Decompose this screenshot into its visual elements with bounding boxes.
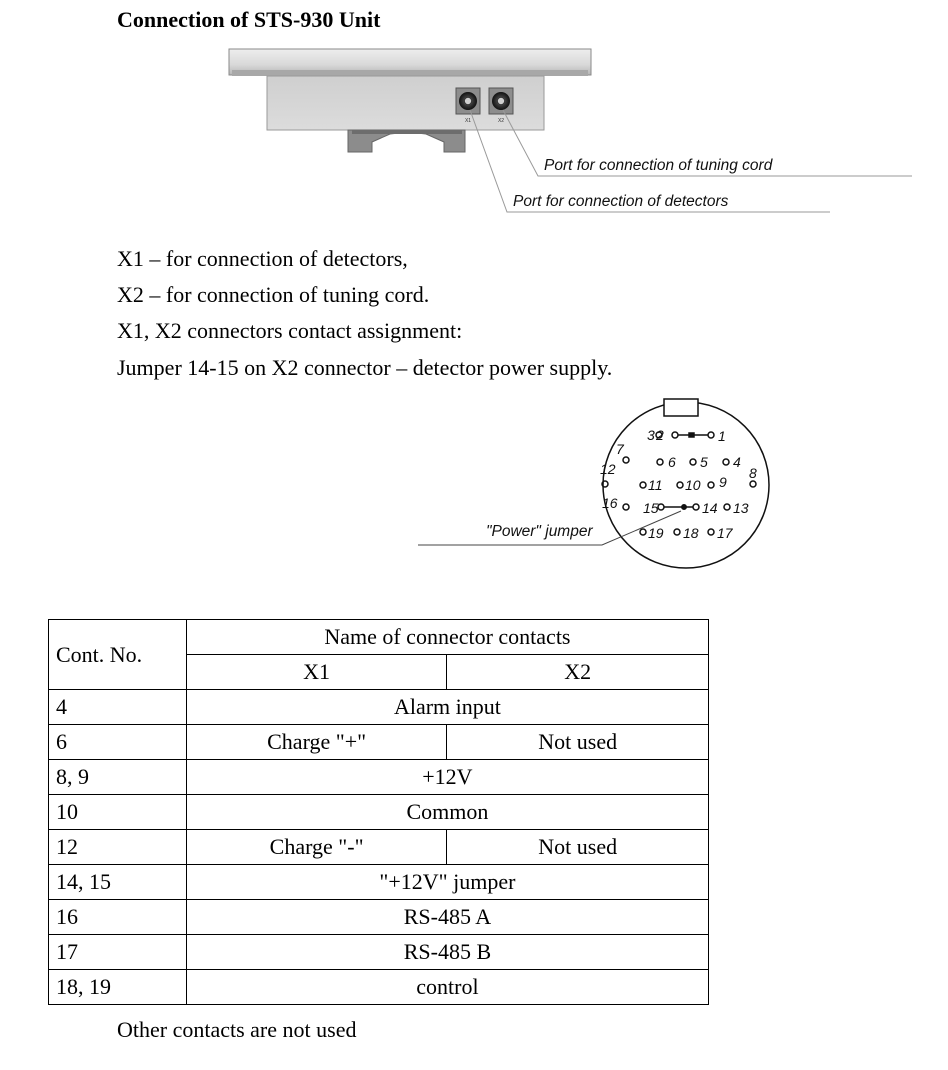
row-contact-name: RS-485 B xyxy=(186,935,708,970)
paragraph-assignment: X1, X2 connectors contact assignment: xyxy=(117,318,463,343)
page-title: Connection of STS-930 Unit xyxy=(117,7,381,32)
paragraph-jumper: Jumper 14-15 on X2 connector – detector power supply. xyxy=(117,355,613,380)
pin-13 xyxy=(724,504,730,510)
tuning-cord-port-callout: Port for connection of tuning cord xyxy=(544,157,773,174)
row-cont-no: 16 xyxy=(49,900,187,935)
power-jumper-callout: "Power" jumper xyxy=(486,523,593,540)
svg-text:12: 12 xyxy=(600,461,616,477)
svg-text:16: 16 xyxy=(602,495,618,511)
pin-14 xyxy=(693,504,699,510)
header-x1: X1 xyxy=(186,655,447,690)
svg-text:9: 9 xyxy=(719,474,727,490)
svg-text:19: 19 xyxy=(648,525,664,541)
row-contact-name: +12V xyxy=(186,760,708,795)
svg-text:18: 18 xyxy=(683,525,699,541)
svg-text:10: 10 xyxy=(685,477,701,493)
pin-11 xyxy=(640,482,646,488)
table-row xyxy=(49,760,709,795)
connector-pin-labels xyxy=(600,427,757,541)
row-cont-no: 6 xyxy=(49,725,187,760)
row-x1-contact: Charge "-" xyxy=(186,830,447,865)
row-contact-name: "+12V" jumper xyxy=(186,865,708,900)
row-x2-contact: Not used xyxy=(447,725,709,760)
svg-text:5: 5 xyxy=(700,454,708,470)
table-row xyxy=(49,725,709,760)
row-contact-name: control xyxy=(186,970,708,1005)
row-x2-contact: Not used xyxy=(447,830,709,865)
pin-17 xyxy=(708,529,714,535)
svg-text:15: 15 xyxy=(643,500,659,516)
svg-text:7: 7 xyxy=(616,441,624,457)
header-cont-no: Cont. No. xyxy=(49,620,187,690)
pin-8 xyxy=(750,481,756,487)
pin-4 xyxy=(723,459,729,465)
table-row xyxy=(49,900,709,935)
table-row xyxy=(49,795,709,830)
header-contact-names: Name of connector contacts xyxy=(186,620,708,655)
detectors-port-callout: Port for connection of detectors xyxy=(513,193,729,210)
port-x2 xyxy=(489,88,513,114)
svg-text:11: 11 xyxy=(648,477,663,493)
row-cont-no: 10 xyxy=(49,795,187,830)
row-contact-name: Alarm input xyxy=(186,690,708,725)
contact-assignment-table xyxy=(48,619,709,1005)
row-x1-contact: Charge "+" xyxy=(186,725,447,760)
row-cont-no: 12 xyxy=(49,830,187,865)
svg-text:4: 4 xyxy=(733,454,741,470)
pin-5 xyxy=(690,459,696,465)
svg-text:6: 6 xyxy=(668,454,676,470)
header-x2: X2 xyxy=(447,655,709,690)
svg-text:17: 17 xyxy=(717,525,733,541)
svg-text:3: 3 xyxy=(647,427,655,443)
row-cont-no: 8, 9 xyxy=(49,760,187,795)
pin-15 xyxy=(658,504,664,510)
table-row xyxy=(49,830,709,865)
row-cont-no: 14, 15 xyxy=(49,865,187,900)
table-header-row xyxy=(49,620,709,655)
port-x2-label: X2 xyxy=(497,118,505,124)
pin-18 xyxy=(674,529,680,535)
row-contact-name: RS-485 A xyxy=(186,900,708,935)
paragraph-x1: X1 – for connection of detectors, xyxy=(117,246,408,271)
row-cont-no: 18, 19 xyxy=(49,970,187,1005)
pin-7 xyxy=(623,457,629,463)
port-x1 xyxy=(456,88,480,114)
port-x1-label: X1 xyxy=(464,118,472,124)
pin-10 xyxy=(677,482,683,488)
pin-9 xyxy=(708,482,714,488)
unit-photo xyxy=(229,49,591,152)
table-row xyxy=(49,865,709,900)
svg-text:2: 2 xyxy=(656,427,664,443)
svg-text:8: 8 xyxy=(749,465,757,481)
svg-text:14: 14 xyxy=(702,500,718,516)
pin-1 xyxy=(708,432,714,438)
table-row xyxy=(49,935,709,970)
table-row xyxy=(49,690,709,725)
row-contact-name: Common xyxy=(186,795,708,830)
row-cont-no: 17 xyxy=(49,935,187,970)
pin-6 xyxy=(657,459,663,465)
row-cont-no: 4 xyxy=(49,690,187,725)
svg-text:13: 13 xyxy=(733,500,749,516)
paragraph-x2: X2 – for connection of tuning cord. xyxy=(117,282,430,307)
connector-key xyxy=(664,399,698,416)
svg-text:1: 1 xyxy=(718,428,726,444)
pin-19 xyxy=(640,529,646,535)
table-row xyxy=(49,970,709,1005)
footnote: Other contacts are not used xyxy=(117,1017,357,1042)
pin-16 xyxy=(623,504,629,510)
pin-2 xyxy=(672,432,678,438)
